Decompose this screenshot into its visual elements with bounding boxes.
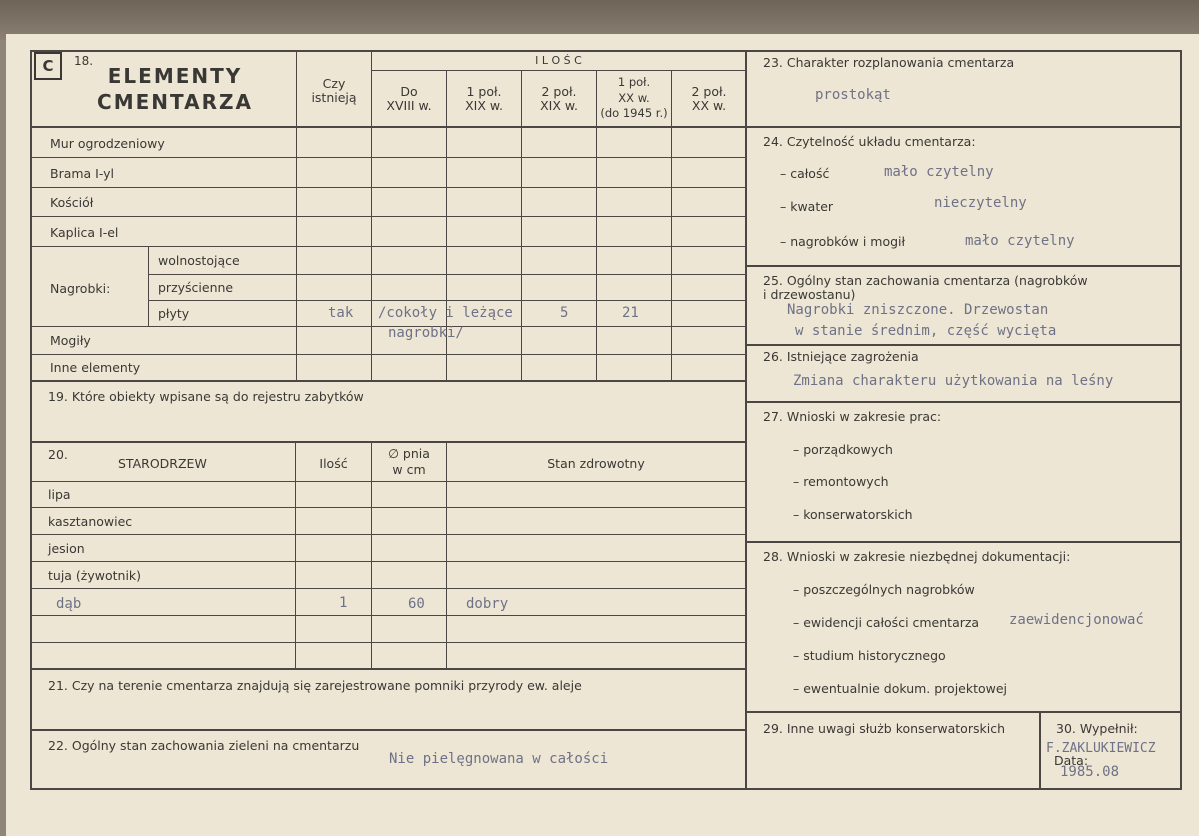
s25-value-line2: w stanie średnim, część wycięta: [795, 323, 1057, 339]
s29-label: 29. Inne uwagi służb konserwatorskich: [763, 721, 1005, 736]
record-card: [6, 34, 1199, 836]
s24-label: 24. Czytelność układu cmentarza:: [763, 134, 976, 149]
tree-label: tuja (żywotnik): [48, 568, 142, 583]
period-3-line2: XIX w.: [540, 98, 578, 113]
section-title-line1: ELEMENTY: [107, 64, 243, 88]
elements-bottom-line: [30, 380, 746, 382]
col-line-5: [671, 70, 672, 380]
plyty-exists-value: tak: [328, 305, 354, 321]
tree-row-line: [30, 507, 746, 508]
s28-item: – studium historycznego: [793, 648, 946, 663]
tree-label: kasztanowiec: [48, 514, 133, 529]
frame-bottom-right: [746, 788, 1182, 790]
tree-row-line: [30, 561, 746, 562]
s20-col-diam-line1: ∅ pnia: [388, 446, 430, 461]
element-row-label: Mogiły: [50, 333, 91, 348]
row-line: [30, 354, 746, 355]
s24-item-value: mało czytelny: [884, 164, 994, 180]
tree-entry-health: dobry: [466, 596, 509, 612]
period-4-line1: 1 poł.: [617, 75, 651, 89]
row-line: [148, 300, 746, 301]
nagrobki-divider: [148, 246, 149, 326]
row-line: [30, 246, 746, 247]
ilosc-header: I L O Ś C: [535, 54, 582, 67]
section-number: 18.: [74, 54, 94, 68]
period-4-line3: (do 1945 r.): [600, 106, 668, 120]
s26-bottom-line: [746, 401, 1182, 403]
tree-row-line: [30, 642, 746, 643]
s20-header-line: [30, 481, 746, 482]
element-row-label: Inne elementy: [50, 360, 141, 375]
s28-value: zaewidencjonować: [1009, 612, 1144, 628]
s20-bottom-line: [30, 668, 746, 670]
period-5-line1: 2 poł.: [691, 84, 727, 99]
s24-item-label: – całość: [780, 166, 830, 181]
exists-header-line2: istnieją: [311, 90, 357, 105]
section-letter-box: C: [34, 52, 62, 80]
s20-number: 20.: [48, 447, 68, 462]
period-1-line1: Do: [400, 84, 418, 99]
tree-entry-diameter: 60: [408, 596, 425, 612]
period-2-line2: XIX w.: [465, 98, 503, 113]
s27-item: – konserwatorskich: [793, 507, 913, 522]
s25-value-line1: Nagrobki zniszczone. Drzewostan: [787, 302, 1049, 318]
plyty-note-line2: nagrobki/: [388, 325, 464, 341]
row-line: [30, 157, 746, 158]
s27-bottom-line: [746, 541, 1182, 543]
element-row-label: Brama I-yl: [50, 166, 115, 181]
tree-entry-count: 1: [339, 595, 348, 611]
plyty-count-a: 5: [560, 305, 569, 321]
plyty-count-b: 21: [622, 305, 639, 321]
s19-bottom-line: [30, 441, 746, 443]
s23-bottom-line: [746, 126, 1182, 128]
s28-bottom-line: [746, 711, 1182, 713]
s20-col-count: Ilość: [319, 456, 348, 471]
s20-title: STARODRZEW: [118, 456, 207, 471]
period-4-line2: XX w.: [618, 91, 650, 105]
element-row-label: Kościół: [50, 195, 94, 210]
s23-value: prostokąt: [815, 87, 891, 103]
exists-header-line1: Czy: [322, 76, 346, 91]
s28-item: – ewidencji całości cmentarza: [793, 615, 980, 630]
s23-label: 23. Charakter rozplanowania cmentarza: [763, 55, 1015, 70]
tree-row-line: [30, 615, 746, 616]
row-line: [30, 216, 746, 217]
s30-date-label: Data:: [1054, 753, 1089, 768]
s25-bottom-line: [746, 344, 1182, 346]
tree-row-line: [30, 588, 746, 589]
row-line: [30, 187, 746, 188]
s24-bottom-line: [746, 265, 1182, 267]
s26-value: Zmiana charakteru użytkowania na leśny: [793, 373, 1114, 389]
frame-top: [30, 50, 1182, 52]
s26-label: 26. Istniejące zagrożenia: [763, 349, 919, 364]
period-1-line2: XVIII w.: [386, 98, 432, 113]
nagrobki-sub-label: przyścienne: [158, 280, 234, 295]
frame-bottom-left: [30, 788, 746, 790]
nagrobki-sub-label: płyty: [158, 306, 190, 321]
tree-label: lipa: [48, 487, 71, 502]
s28-item: – ewentualnie dokum. projektowej: [793, 681, 1008, 696]
plyty-note-line1: /cokoły i leżące: [378, 305, 513, 321]
section-title-line2: CMENTARZA: [97, 90, 253, 114]
row-line: [148, 274, 746, 275]
s25-label-line1: 25. Ogólny stan zachowania cmentarza (nagrobków: [763, 273, 1088, 288]
s27-item: – remontowych: [793, 474, 889, 489]
s30-date-value: 1985.08: [1060, 764, 1120, 780]
s20-col-health: Stan zdrowotny: [547, 456, 645, 471]
period-2-line1: 1 poł.: [466, 84, 502, 99]
nagrobki-sub-label: wolnostojące: [158, 253, 240, 268]
period-3-line1: 2 poł.: [541, 84, 577, 99]
s24-item-value: nieczytelny: [934, 195, 1027, 211]
s20-col-line: [295, 441, 296, 669]
s19-label: 19. Które obiekty wpisane są do rejestru zabytków: [48, 389, 364, 404]
s21-bottom-line: [30, 729, 746, 731]
s29-s30-divider: [1039, 711, 1041, 790]
element-row-label: Mur ogrodzeniowy: [50, 136, 165, 151]
s27-item: – porządkowych: [793, 442, 893, 457]
s30-label: 30. Wypełnił:: [1056, 721, 1138, 736]
s20-col-diam-line2: w cm: [392, 462, 426, 477]
period-5-line2: XX w.: [691, 98, 727, 113]
frame-middle: [745, 50, 747, 790]
s28-label: 28. Wnioski w zakresie niezbędnej dokumentacji:: [763, 549, 1071, 564]
col-line-3: [521, 70, 522, 380]
tree-label: jesion: [48, 541, 85, 556]
nagrobki-label: Nagrobki:: [50, 281, 111, 296]
element-row-label: Kaplica I-el: [50, 225, 119, 240]
tree-row-line: [30, 534, 746, 535]
s22-value: Nie pielęgnowana w całości: [389, 751, 609, 767]
frame-right: [1180, 50, 1182, 790]
s20-col-line: [446, 441, 447, 669]
s22-label: 22. Ogólny stan zachowania zieleni na cmentarzu: [48, 738, 360, 753]
s30-name: F.ZAKLUKIEWICZ: [1046, 741, 1156, 756]
frame-left: [30, 50, 32, 790]
s24-item-label: – nagrobków i mogił: [780, 234, 906, 249]
s27-label: 27. Wnioski w zakresie prac:: [763, 409, 942, 424]
header-bottom-line: [30, 126, 746, 128]
s28-item: – poszczególnych nagrobków: [793, 582, 975, 597]
s24-item-value: mało czytelny: [965, 233, 1075, 249]
tree-entry-name: dąb: [56, 596, 82, 612]
s25-label-line2: i drzewostanu): [763, 287, 856, 302]
s24-item-label: – kwater: [780, 199, 834, 214]
ilosc-underline: [371, 70, 746, 71]
s21-label: 21. Czy na terenie cmentarza znajdują się zarejestrowane pomniki przyrody ew. aleje: [48, 678, 582, 693]
